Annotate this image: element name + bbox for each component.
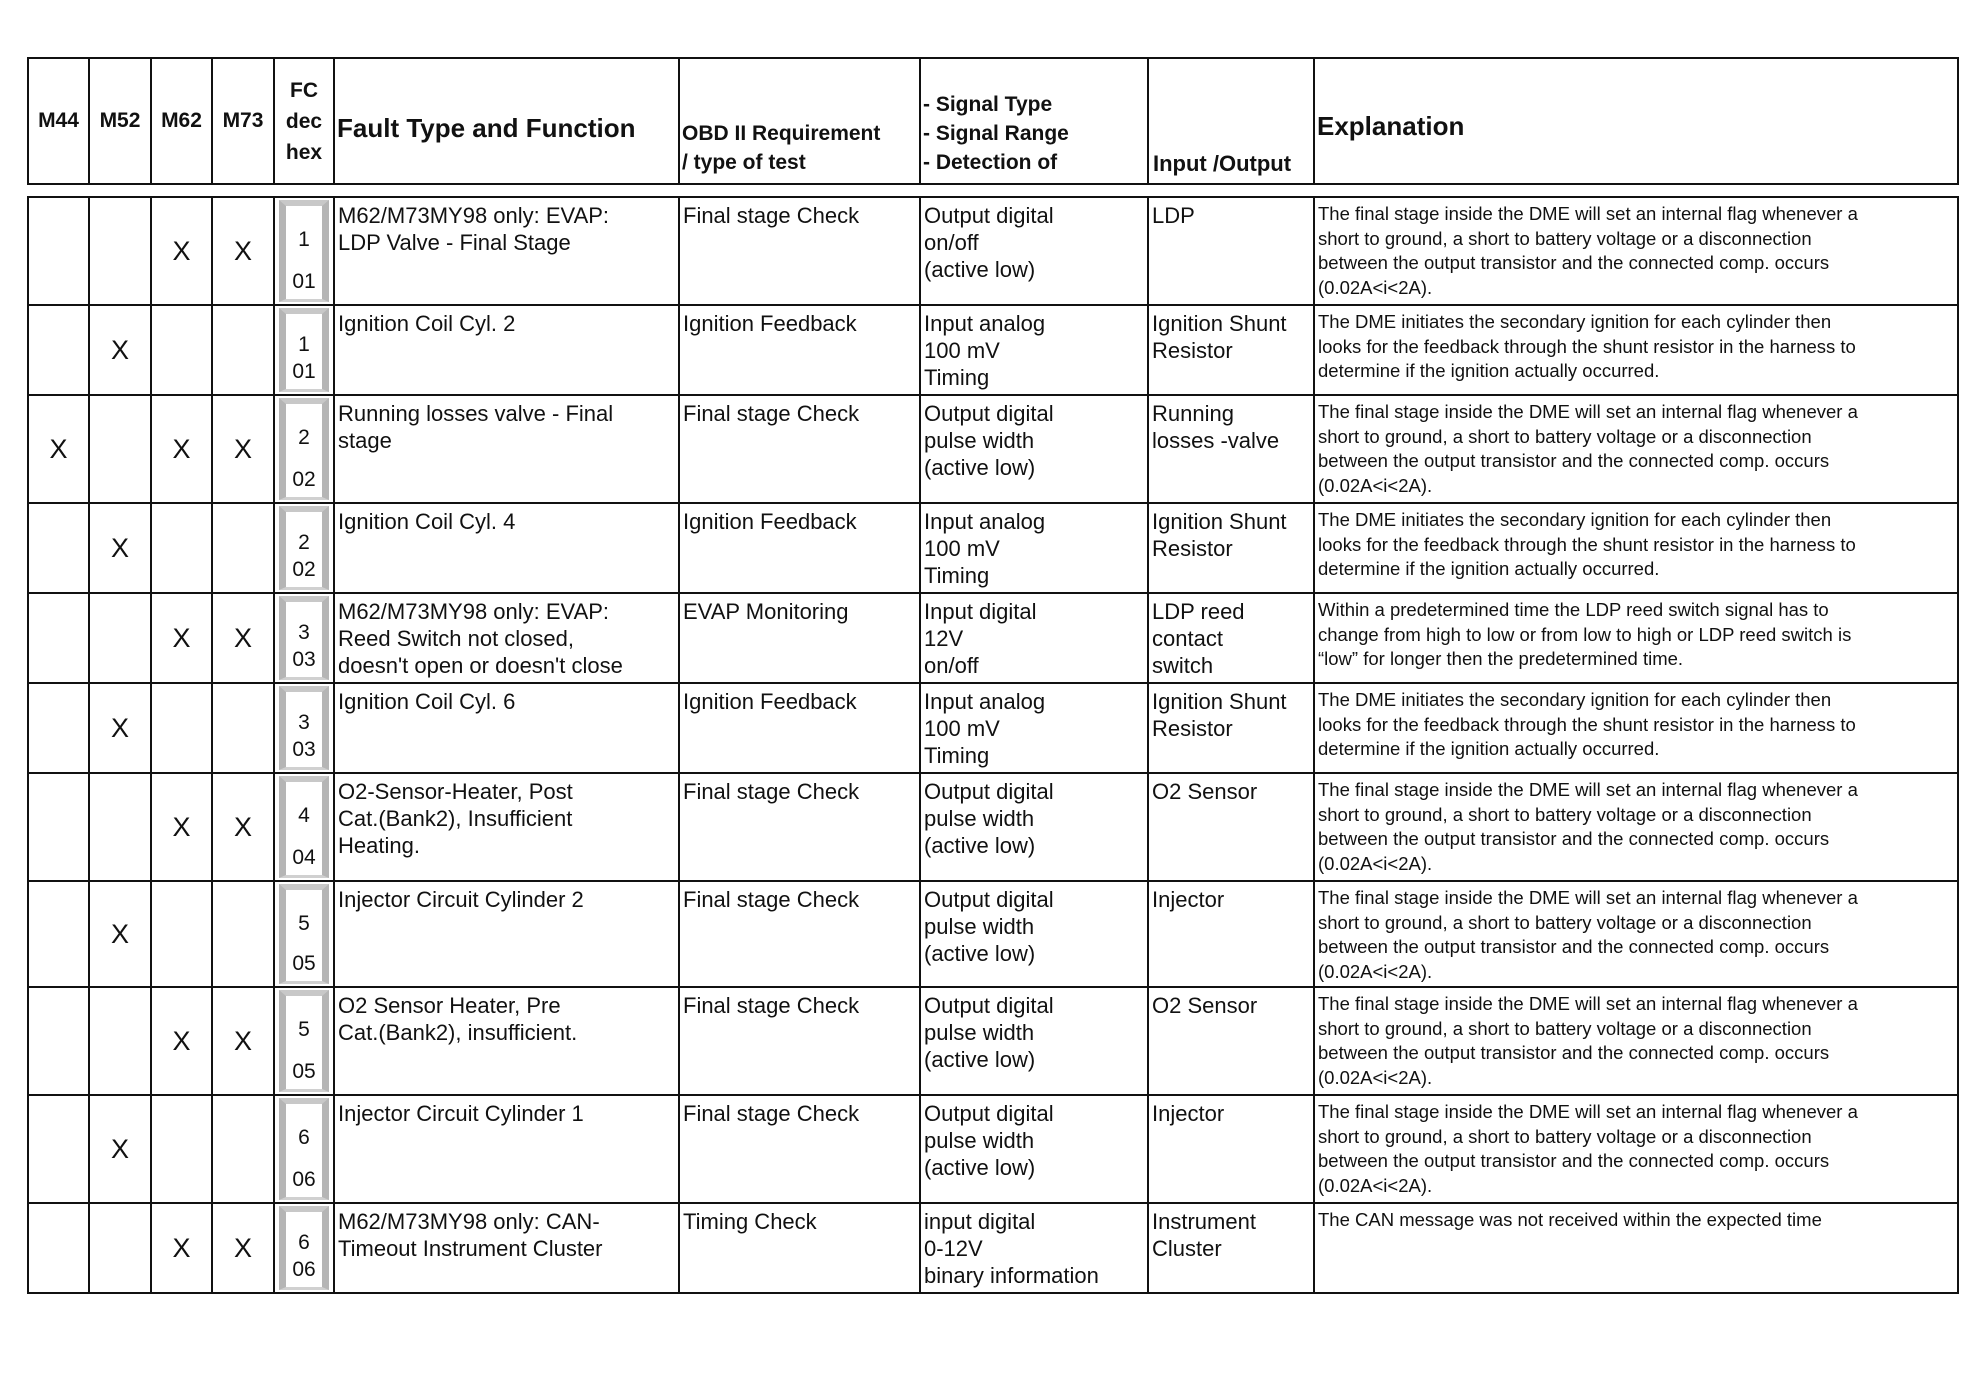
fault-type-line: Cat.(Bank2), insufficient. <box>338 1020 578 1045</box>
header-m73: M73 <box>212 58 274 184</box>
signal-cell <box>920 305 1148 395</box>
signal-line: (active low) <box>924 1047 1036 1072</box>
input-output-cell <box>1148 1095 1314 1203</box>
fault-code-hex: 05 <box>292 1060 316 1083</box>
table-row <box>28 593 1958 683</box>
fault-code-box <box>279 200 329 302</box>
signal-cell <box>920 197 1148 305</box>
obd-requirement-line: Final stage Check <box>683 887 860 912</box>
applicability-m62: X <box>151 197 212 305</box>
input-output-line: Ignition Shunt <box>1152 311 1287 336</box>
fault-code-box <box>279 990 329 1092</box>
header-obd-line: OBD II Requirement <box>682 122 881 145</box>
fault-type-line: M62/M73MY98 only: CAN- <box>338 1209 600 1234</box>
signal-line: pulse width <box>924 1128 1035 1153</box>
fault-type-cell <box>334 197 679 305</box>
input-output-cell <box>1148 987 1314 1095</box>
applicability-m52: X <box>89 881 151 987</box>
fault-type-line: M62/M73MY98 only: EVAP: <box>338 599 610 624</box>
explanation-line: The final stage inside the DME will set an internal flag whenever a <box>1318 779 1858 800</box>
applicability-m62 <box>151 1095 212 1203</box>
signal-line: Timing <box>924 365 990 390</box>
fault-code-dec: 1 <box>298 228 310 252</box>
signal-cell <box>920 593 1148 683</box>
fault-type-cell <box>334 395 679 503</box>
applicability-m62: X <box>151 773 212 881</box>
explanation-cell <box>1314 197 1958 305</box>
fault-type-line: M62/M73MY98 only: EVAP: <box>338 203 610 228</box>
header-explanation: Explanation <box>1314 58 1958 184</box>
fault-code-dec: 4 <box>298 804 310 828</box>
table-row <box>28 1203 1958 1293</box>
fault-code-dec: 3 <box>298 710 310 734</box>
header-m52: M52 <box>89 58 151 184</box>
fault-code-box <box>279 884 329 984</box>
applicability-m44 <box>28 773 89 881</box>
input-output-line: LDP reed <box>1152 599 1245 624</box>
header-m44: M44 <box>28 58 89 184</box>
header-m62: M62 <box>151 58 212 184</box>
fault-type-line: Ignition Coil Cyl. 2 <box>338 311 516 336</box>
fault-code-hex: 02 <box>292 468 316 491</box>
applicability-m44 <box>28 593 89 683</box>
explanation-line: looks for the feedback through the shunt resistor in the harness to <box>1318 533 1856 555</box>
applicability-m44 <box>28 1203 89 1293</box>
fault-type-cell <box>334 773 679 881</box>
header-signal-line: - Detection of <box>923 151 1058 174</box>
header-fc-line: hex <box>285 140 323 164</box>
signal-line: 12V <box>924 626 964 651</box>
signal-line: (active low) <box>924 833 1036 858</box>
fault-type-cell <box>334 503 679 593</box>
table-body <box>28 197 1958 1293</box>
signal-line: on/off <box>924 653 979 678</box>
applicability-m44 <box>28 881 89 987</box>
explanation-cell <box>1314 503 1958 593</box>
table-row <box>28 881 1958 987</box>
signal-line: 100 mV <box>924 338 1000 363</box>
explanation-cell <box>1314 305 1958 395</box>
explanation-cell <box>1314 881 1958 987</box>
input-output-cell <box>1148 395 1314 503</box>
fault-type-line: O2 Sensor Heater, Pre <box>338 993 561 1018</box>
applicability-m62 <box>151 503 212 593</box>
fault-code-box <box>279 1206 329 1290</box>
obd-requirement-line: Ignition Feedback <box>683 689 857 714</box>
fault-code-hex: 06 <box>292 1168 316 1191</box>
input-output-line: Running <box>1152 401 1234 426</box>
table-row <box>28 773 1958 881</box>
fault-type-line: Running losses valve - Final <box>338 401 614 426</box>
fault-type-line: Heating. <box>338 833 420 858</box>
applicability-m73: X <box>212 395 274 503</box>
applicability-m62: X <box>151 987 212 1095</box>
header-signal-line: - Signal Type <box>923 93 1053 116</box>
explanation-line: The final stage inside the DME will set an internal flag whenever a <box>1318 887 1858 908</box>
explanation-line: between the output transistor and the connected comp. occurs <box>1318 936 1830 957</box>
table-row <box>28 197 1958 305</box>
signal-line: (active low) <box>924 1155 1036 1180</box>
signal-line: Output digital <box>924 203 1054 228</box>
fault-code-dec: 2 <box>298 426 310 450</box>
applicability-m52: X <box>89 683 151 773</box>
signal-cell <box>920 1203 1148 1293</box>
explanation-line: Within a predetermined time the LDP reed switch signal has to <box>1318 599 1829 620</box>
obd-requirement-cell <box>679 593 920 683</box>
fault-type-line: Injector Circuit Cylinder 2 <box>338 887 584 912</box>
obd-requirement-line: Final stage Check <box>683 1101 860 1126</box>
explanation-line: The DME initiates the secondary ignition for each cylinder then <box>1318 509 1832 530</box>
applicability-m62 <box>151 305 212 395</box>
header-fault-type: Fault Type and Function <box>334 58 679 184</box>
input-output-line: O2 Sensor <box>1152 779 1258 804</box>
fault-type-line: stage <box>338 428 392 453</box>
input-output-line: O2 Sensor <box>1152 993 1258 1018</box>
signal-line: on/off <box>924 230 979 255</box>
fault-type-cell <box>334 1203 679 1293</box>
signal-line: 100 mV <box>924 716 1000 741</box>
explanation-line: between the output transistor and the connected comp. occurs <box>1318 828 1830 849</box>
applicability-m52: X <box>89 305 151 395</box>
fault-code-table <box>27 196 1959 1294</box>
signal-cell <box>920 503 1148 593</box>
fault-code-hex: 02 <box>292 558 316 581</box>
obd-requirement-cell <box>679 1203 920 1293</box>
signal-line: Input analog <box>924 311 1046 336</box>
signal-line: 0-12V <box>924 1236 983 1261</box>
obd-requirement-cell <box>679 1095 920 1203</box>
fault-code-cell <box>274 881 334 987</box>
explanation-line: The final stage inside the DME will set an internal flag whenever a <box>1318 1101 1858 1122</box>
explanation-line: (0.02A<i<2A). <box>1318 1174 1433 1196</box>
obd-requirement-cell <box>679 683 920 773</box>
fault-type-cell <box>334 683 679 773</box>
applicability-m52 <box>89 593 151 683</box>
explanation-line: change from high to low or from low to high or LDP reed switch is <box>1318 623 1852 645</box>
explanation-line: The CAN message was not received within the expected time <box>1318 1209 1822 1230</box>
obd-requirement-line: Final stage Check <box>683 993 860 1018</box>
input-output-line: Cluster <box>1152 1236 1222 1261</box>
applicability-m52: X <box>89 1095 151 1203</box>
signal-line: Output digital <box>924 779 1054 804</box>
signal-cell <box>920 1095 1148 1203</box>
fault-type-cell <box>334 305 679 395</box>
fault-type-line: doesn't open or doesn't close <box>338 653 623 678</box>
header-signal-line: - Signal Range <box>923 122 1069 145</box>
explanation-line: (0.02A<i<2A). <box>1318 276 1433 298</box>
explanation-line: The final stage inside the DME will set an internal flag whenever a <box>1318 401 1858 422</box>
explanation-line: short to ground, a short to battery voltage or a disconnection <box>1318 1125 1812 1147</box>
fault-code-dec: 2 <box>298 530 310 554</box>
fault-type-line: Reed Switch not closed, <box>338 626 575 651</box>
input-output-line: Resistor <box>1152 716 1233 741</box>
applicability-m73 <box>212 503 274 593</box>
fault-code-box <box>279 1098 329 1200</box>
applicability-m52 <box>89 1203 151 1293</box>
explanation-line: (0.02A<i<2A). <box>1318 960 1433 982</box>
explanation-line: The DME initiates the secondary ignition for each cylinder then <box>1318 311 1832 332</box>
fault-code-dec: 5 <box>298 1018 310 1042</box>
fault-code-cell <box>274 197 334 305</box>
applicability-m62: X <box>151 593 212 683</box>
explanation-line: between the output transistor and the connected comp. occurs <box>1318 1150 1830 1171</box>
explanation-line: between the output transistor and the connected comp. occurs <box>1318 252 1830 273</box>
applicability-m52 <box>89 197 151 305</box>
explanation-line: The DME initiates the secondary ignition for each cylinder then <box>1318 689 1832 710</box>
applicability-m62 <box>151 881 212 987</box>
signal-line: pulse width <box>924 428 1035 453</box>
fault-code-box <box>279 776 329 878</box>
explanation-line: short to ground, a short to battery voltage or a disconnection <box>1318 911 1812 933</box>
fault-code-dec: 1 <box>298 332 310 356</box>
input-output-line: Injector <box>1152 1101 1225 1126</box>
obd-requirement-cell <box>679 773 920 881</box>
fault-type-line: Ignition Coil Cyl. 6 <box>338 689 516 714</box>
signal-line: (active low) <box>924 941 1036 966</box>
signal-line: pulse width <box>924 1020 1035 1045</box>
fault-code-hex: 03 <box>292 738 316 761</box>
fault-code-cell <box>274 683 334 773</box>
header-obd-requirement <box>679 58 920 184</box>
table-row <box>28 987 1958 1095</box>
fault-code-dec: 5 <box>298 912 310 936</box>
obd-requirement-cell <box>679 881 920 987</box>
explanation-cell <box>1314 593 1958 683</box>
signal-line: Output digital <box>924 1101 1054 1126</box>
input-output-line: Ignition Shunt <box>1152 689 1287 714</box>
obd-requirement-line: Ignition Feedback <box>683 311 857 336</box>
table-row <box>28 503 1958 593</box>
applicability-m73: X <box>212 1203 274 1293</box>
signal-line: Timing <box>924 563 990 588</box>
input-output-line: Instrument <box>1152 1209 1256 1234</box>
applicability-m52: X <box>89 503 151 593</box>
explanation-cell <box>1314 395 1958 503</box>
fault-type-line: Injector Circuit Cylinder 1 <box>338 1101 584 1126</box>
input-output-cell <box>1148 1203 1314 1293</box>
applicability-m73 <box>212 1095 274 1203</box>
table-row <box>28 395 1958 503</box>
obd-requirement-cell <box>679 197 920 305</box>
signal-cell <box>920 773 1148 881</box>
fault-type-cell <box>334 987 679 1095</box>
applicability-m52 <box>89 773 151 881</box>
applicability-m73: X <box>212 197 274 305</box>
header-signal <box>920 58 1148 184</box>
fault-type-cell <box>334 593 679 683</box>
fault-code-box <box>279 506 329 590</box>
applicability-m73 <box>212 305 274 395</box>
obd-requirement-line: Final stage Check <box>683 401 860 426</box>
input-output-cell <box>1148 593 1314 683</box>
explanation-line: looks for the feedback through the shunt resistor in the harness to <box>1318 713 1856 735</box>
fault-code-cell <box>274 503 334 593</box>
fault-code-hex: 01 <box>292 270 316 293</box>
header-fc-line: dec <box>285 109 323 133</box>
explanation-line: between the output transistor and the connected comp. occurs <box>1318 1042 1830 1063</box>
explanation-cell <box>1314 1095 1958 1203</box>
fault-code-hex: 03 <box>292 648 316 671</box>
input-output-line: Ignition Shunt <box>1152 509 1287 534</box>
applicability-m73: X <box>212 773 274 881</box>
fault-code-dec: 6 <box>298 1230 310 1254</box>
header-input-output: Input /Output <box>1148 58 1314 184</box>
explanation-line: (0.02A<i<2A). <box>1318 1066 1433 1088</box>
obd-requirement-line: Final stage Check <box>683 779 860 804</box>
table-row <box>28 305 1958 395</box>
applicability-m62: X <box>151 395 212 503</box>
explanation-line: between the output transistor and the connected comp. occurs <box>1318 450 1830 471</box>
applicability-m73 <box>212 683 274 773</box>
signal-line: pulse width <box>924 914 1035 939</box>
applicability-m52 <box>89 395 151 503</box>
fault-code-hex: 05 <box>292 952 316 975</box>
signal-line: Timing <box>924 743 990 768</box>
signal-line: pulse width <box>924 806 1035 831</box>
fault-code-box <box>279 398 329 500</box>
fault-code-cell <box>274 1095 334 1203</box>
input-output-line: Resistor <box>1152 536 1233 561</box>
input-output-cell <box>1148 683 1314 773</box>
obd-requirement-line: EVAP Monitoring <box>683 599 849 624</box>
fault-code-dec: 6 <box>298 1126 310 1150</box>
obd-requirement-cell <box>679 987 920 1095</box>
fault-code-box <box>279 596 329 680</box>
input-output-line: LDP <box>1152 203 1195 228</box>
applicability-m44 <box>28 305 89 395</box>
header-fc-line: FC <box>290 78 318 102</box>
explanation-line: “low” for longer then the predetermined time. <box>1318 648 1684 669</box>
header-obd-line: / type of test <box>682 151 806 174</box>
header-table <box>27 57 1959 185</box>
explanation-line: looks for the feedback through the shunt resistor in the harness to <box>1318 335 1856 357</box>
signal-cell <box>920 987 1148 1095</box>
fault-code-hex: 01 <box>292 360 316 383</box>
fault-code-hex: 06 <box>292 1258 316 1281</box>
applicability-m44 <box>28 1095 89 1203</box>
signal-line: Output digital <box>924 887 1054 912</box>
explanation-line: short to ground, a short to battery voltage or a disconnection <box>1318 803 1812 825</box>
signal-line: Input digital <box>924 599 1037 624</box>
explanation-cell <box>1314 683 1958 773</box>
fault-code-box <box>279 686 329 770</box>
signal-line: input digital <box>924 1209 1036 1234</box>
input-output-cell <box>1148 197 1314 305</box>
obd-requirement-cell <box>679 395 920 503</box>
fault-code-hex: 04 <box>292 846 316 869</box>
obd-requirement-cell <box>679 305 920 395</box>
fault-code-cell <box>274 395 334 503</box>
applicability-m44 <box>28 503 89 593</box>
fault-type-cell <box>334 881 679 987</box>
applicability-m73: X <box>212 987 274 1095</box>
explanation-line: short to ground, a short to battery voltage or a disconnection <box>1318 227 1812 249</box>
fault-type-line: Cat.(Bank2), Insufficient <box>338 806 573 831</box>
applicability-m52 <box>89 987 151 1095</box>
signal-cell <box>920 395 1148 503</box>
input-output-cell <box>1148 503 1314 593</box>
explanation-cell <box>1314 987 1958 1095</box>
signal-cell <box>920 881 1148 987</box>
fault-code-cell <box>274 773 334 881</box>
header-fc <box>274 58 334 184</box>
applicability-m73 <box>212 881 274 987</box>
explanation-line: The final stage inside the DME will set an internal flag whenever a <box>1318 203 1858 224</box>
explanation-line: short to ground, a short to battery voltage or a disconnection <box>1318 1017 1812 1039</box>
applicability-m44 <box>28 197 89 305</box>
explanation-line: determine if the ignition actually occurred. <box>1318 738 1660 759</box>
fault-code-box <box>279 308 329 392</box>
obd-requirement-line: Timing Check <box>683 1209 817 1234</box>
applicability-m73: X <box>212 593 274 683</box>
input-output-cell <box>1148 881 1314 987</box>
fault-code-cell <box>274 1203 334 1293</box>
explanation-line: determine if the ignition actually occurred. <box>1318 360 1660 381</box>
input-output-line: contact <box>1152 626 1223 651</box>
signal-line: 100 mV <box>924 536 1000 561</box>
signal-line: Input analog <box>924 509 1046 534</box>
input-output-cell <box>1148 305 1314 395</box>
fault-type-line: Timeout Instrument Cluster <box>338 1236 603 1261</box>
applicability-m62 <box>151 683 212 773</box>
explanation-line: The final stage inside the DME will set an internal flag whenever a <box>1318 993 1858 1014</box>
fault-code-dec: 3 <box>298 620 310 644</box>
applicability-m62: X <box>151 1203 212 1293</box>
fault-code-cell <box>274 987 334 1095</box>
explanation-cell <box>1314 1203 1958 1293</box>
fault-code-cell <box>274 593 334 683</box>
table-row <box>28 1095 1958 1203</box>
explanation-line: (0.02A<i<2A). <box>1318 474 1433 496</box>
table-row <box>28 683 1958 773</box>
obd-requirement-cell <box>679 503 920 593</box>
fault-type-cell <box>334 1095 679 1203</box>
obd-requirement-line: Final stage Check <box>683 203 860 228</box>
fault-type-line: LDP Valve - Final Stage <box>338 230 571 255</box>
signal-line: (active low) <box>924 257 1036 282</box>
input-output-line: Resistor <box>1152 338 1233 363</box>
signal-line: Output digital <box>924 401 1054 426</box>
input-output-line: Injector <box>1152 887 1225 912</box>
input-output-cell <box>1148 773 1314 881</box>
signal-line: Output digital <box>924 993 1054 1018</box>
signal-cell <box>920 683 1148 773</box>
signal-line: (active low) <box>924 455 1036 480</box>
fault-type-line: O2-Sensor-Heater, Post <box>338 779 573 804</box>
fault-type-line: Ignition Coil Cyl. 4 <box>338 509 516 534</box>
applicability-m44 <box>28 683 89 773</box>
fault-code-cell <box>274 305 334 395</box>
applicability-m44 <box>28 987 89 1095</box>
explanation-line: short to ground, a short to battery voltage or a disconnection <box>1318 425 1812 447</box>
explanation-cell <box>1314 773 1958 881</box>
signal-line: binary information <box>924 1263 1099 1288</box>
obd-requirement-line: Ignition Feedback <box>683 509 857 534</box>
explanation-line: (0.02A<i<2A). <box>1318 852 1433 874</box>
input-output-line: switch <box>1152 653 1214 678</box>
input-output-line: losses -valve <box>1152 428 1280 453</box>
signal-line: Input analog <box>924 689 1046 714</box>
applicability-m44: X <box>28 395 89 503</box>
explanation-line: determine if the ignition actually occurred. <box>1318 558 1660 579</box>
